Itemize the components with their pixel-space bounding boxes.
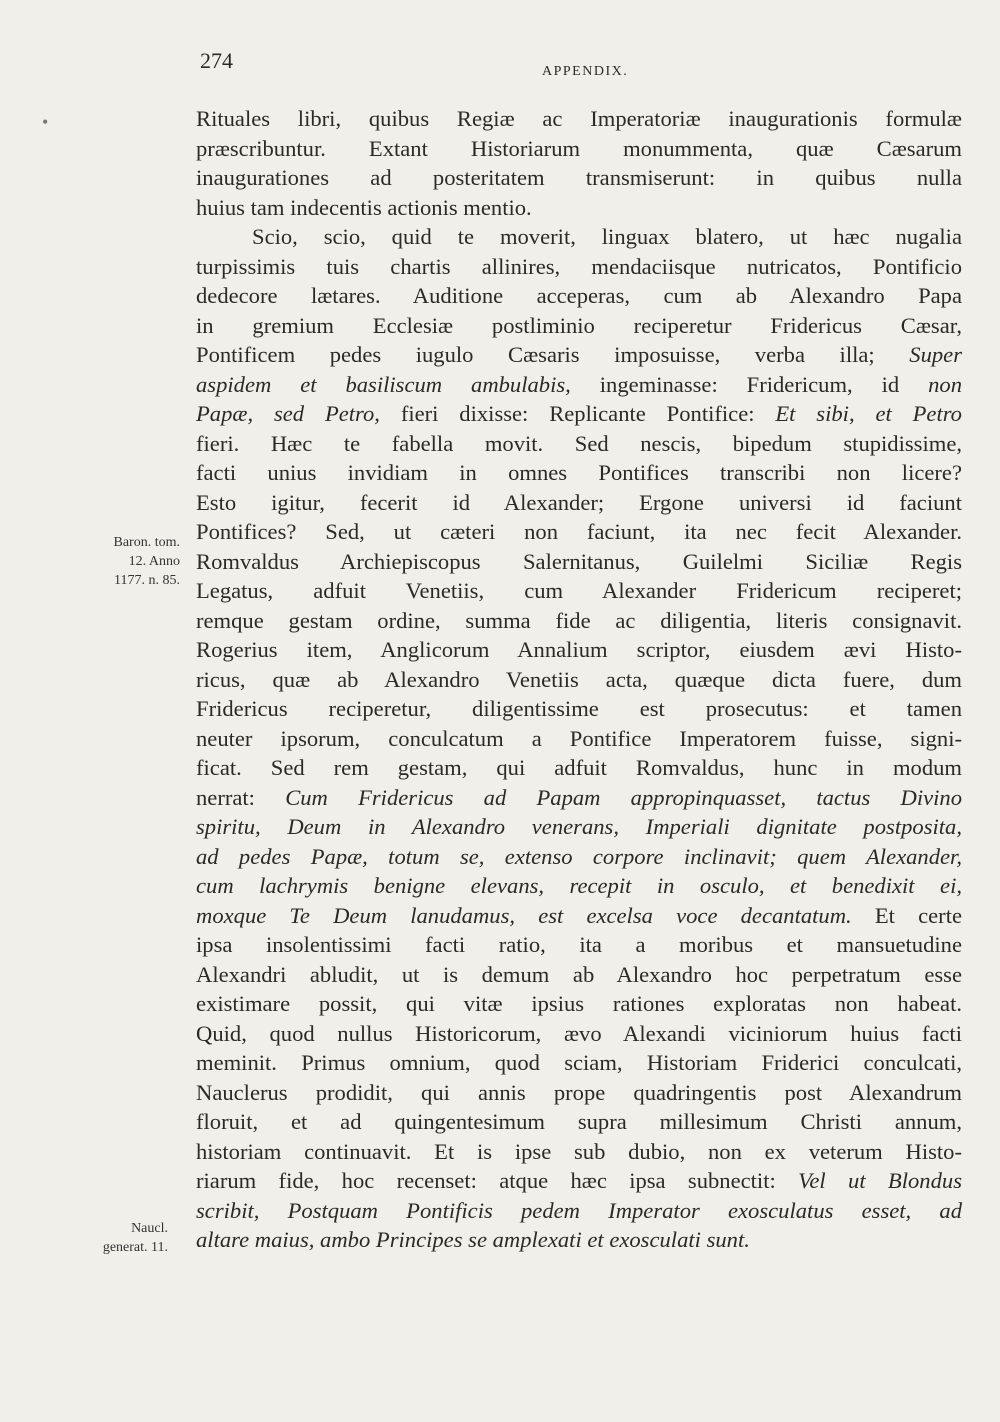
text-line: [196, 812, 962, 842]
text-line: [196, 783, 962, 813]
italic-quote: Cum Fridericus ad Papam appropinquasset, tactus Divino: [285, 784, 962, 810]
text-segment: fieri dixisse: Replicante Pontifice:: [400, 401, 755, 426]
italic-quote: Vel ut Blondus: [798, 1168, 962, 1193]
body-text: [196, 104, 962, 1255]
text-line: Pontifices? Sed, ut cæteri non faciunt, ita nec fecit Alexander.: [196, 519, 962, 544]
text-line: facti unius invidiam in omnes Pontifices transcribi non licere?: [196, 460, 962, 485]
text-segment: riarum fide, hoc recenset: atque hæc ipsa subnectit:: [196, 1168, 776, 1193]
text-line: meminit. Primus omnium, quod sciam, Historiam Friderici conculcati,: [196, 1050, 962, 1075]
page-number: 274: [200, 48, 233, 73]
text-line: [196, 1166, 962, 1196]
margin-note-line: 1177. n. 85.: [114, 573, 180, 588]
text-line: [196, 370, 962, 400]
text-line: [196, 901, 962, 931]
text-line: neuter ipsorum, conculcatum a Pontifice Imperatorem fuisse, signi-: [196, 725, 962, 751]
text-line: remque gestam ordine, summa fide ac diligentia, literis consignavit.: [196, 607, 962, 633]
text-line: ricus, quæ ab Alexandro Venetiis acta, quæque dicta fuere, dum: [196, 666, 962, 692]
text-line: existimare possit, qui vitæ ipsius rationes exploratas non habeat.: [196, 991, 962, 1016]
margin-note-line: Baron. tom.: [113, 535, 180, 550]
text-line: inaugurationes ad posteritatem transmiserunt: in quibus nulla: [196, 165, 962, 190]
italic-quote: cum lachrymis benigne elevans, recepit in osculo, et benedixit ei,: [196, 873, 962, 898]
text-line: præscribuntur. Extant Historiarum monummenta, quæ Cæsarum: [196, 135, 962, 161]
text-line: Fridericus reciperetur, diligentissime est prosecutus: et tamen: [196, 696, 962, 721]
text-line: floruit, et ad quingentesimum supra millesimum Christi annum,: [196, 1109, 962, 1134]
text-line: [196, 1225, 962, 1255]
text-line: [196, 871, 962, 901]
margin-note-line: generat. 11.: [102, 1240, 168, 1255]
margin-note-naucl: [60, 1219, 168, 1257]
italic-quote: spiritu, Deum in Alexandro venerans, Imperiali dignitate postposita,: [196, 814, 962, 839]
text-line: in gremium Ecclesiæ postliminio reciperetur Fridericus Cæsar,: [196, 312, 962, 338]
text-line: Scio, scio, quid te moverit, linguax blatero, ut hæc nugalia: [252, 224, 962, 249]
text-line: [196, 399, 962, 429]
text-line: turpissimis tuis chartis allinires, mendaciisque nutricatos, Pontificio: [196, 253, 962, 279]
text-line: Romvaldus Archiepiscopus Salernitanus, Guilelmi Siciliæ Regis: [196, 548, 962, 574]
text-line: Rogerius item, Anglicorum Annalium scriptor, eiusdem ævi Histo-: [196, 637, 962, 662]
text-line: Nauclerus prodidit, qui annis prope quadringentis post Alexandrum: [196, 1079, 962, 1105]
margin-note-line: 12. Anno: [128, 554, 180, 569]
italic-quote: altare maius, ambo Principes se amplexati et exosculati sunt.: [196, 1227, 750, 1252]
text-line: huius tam indecentis actionis mentio.: [196, 194, 532, 220]
italic-quote: moxque Te Deum lanudamus, est excelsa voce decantatum.: [196, 902, 852, 928]
text-line: [196, 1196, 962, 1226]
text-segment: nerrat:: [196, 784, 255, 810]
text-line: Alexandri abludit, ut is demum ab Alexandro hoc perpetratum esse: [196, 961, 962, 987]
text-line: Esto igitur, fecerit id Alexander; Ergone universi id faciunt: [196, 489, 962, 515]
text-line: fieri. Hæc te fabella movit. Sed nescis, bipedum stupidissime,: [196, 430, 962, 456]
text-line: [196, 340, 962, 370]
running-head: APPENDIX.: [542, 64, 629, 79]
page-header: [200, 48, 960, 88]
italic-quote: aspidem et basiliscum ambulabis,: [196, 371, 571, 397]
italic-quote: Et sibi, et Petro: [775, 401, 962, 426]
margin-mark: •: [42, 112, 49, 132]
text-line: historiam continuavit. Et is ipse sub dubio, non ex veterum Histo-: [196, 1138, 962, 1164]
text-line: Quid, quod nullus Historicorum, ævo Alexandi viciniorum huius facti: [196, 1020, 962, 1046]
italic-quote: non: [928, 371, 962, 397]
text-segment: Pontificem pedes iugulo Cæsaris imposuisse, verba illa;: [196, 342, 875, 367]
text-line: [196, 842, 962, 872]
text-line: Rituales libri, quibus Regiæ ac Imperatoriæ inaugurationis formulæ: [196, 106, 962, 131]
italic-quote: ad pedes Papæ, totum se, extenso corpore inclinavit; quem Alexander,: [196, 843, 962, 869]
margin-note-line: Naucl.: [131, 1221, 168, 1236]
text-line: Legatus, adfuit Venetiis, cum Alexander Fridericum reciperet;: [196, 578, 962, 603]
text-segment: ingeminasse: Fridericum, id: [599, 371, 900, 397]
text-segment: Et certe: [874, 902, 962, 928]
italic-quote: Papæ, sed Petro,: [196, 401, 380, 426]
text-line: ficat. Sed rem gestam, qui adfuit Romvaldus, hunc in modum: [196, 755, 962, 780]
margin-note-baronius: [60, 533, 180, 590]
text-line: dedecore lætares. Auditione acceperas, cum ab Alexandro Papa: [196, 283, 962, 308]
italic-quote: scribit, Postquam Pontificis pedem Imperator exosculatus esset, ad: [196, 1197, 962, 1223]
text-line: ipsa insolentissimi facti ratio, ita a moribus et mansuetudine: [196, 932, 962, 957]
italic-quote: Super: [909, 342, 962, 367]
